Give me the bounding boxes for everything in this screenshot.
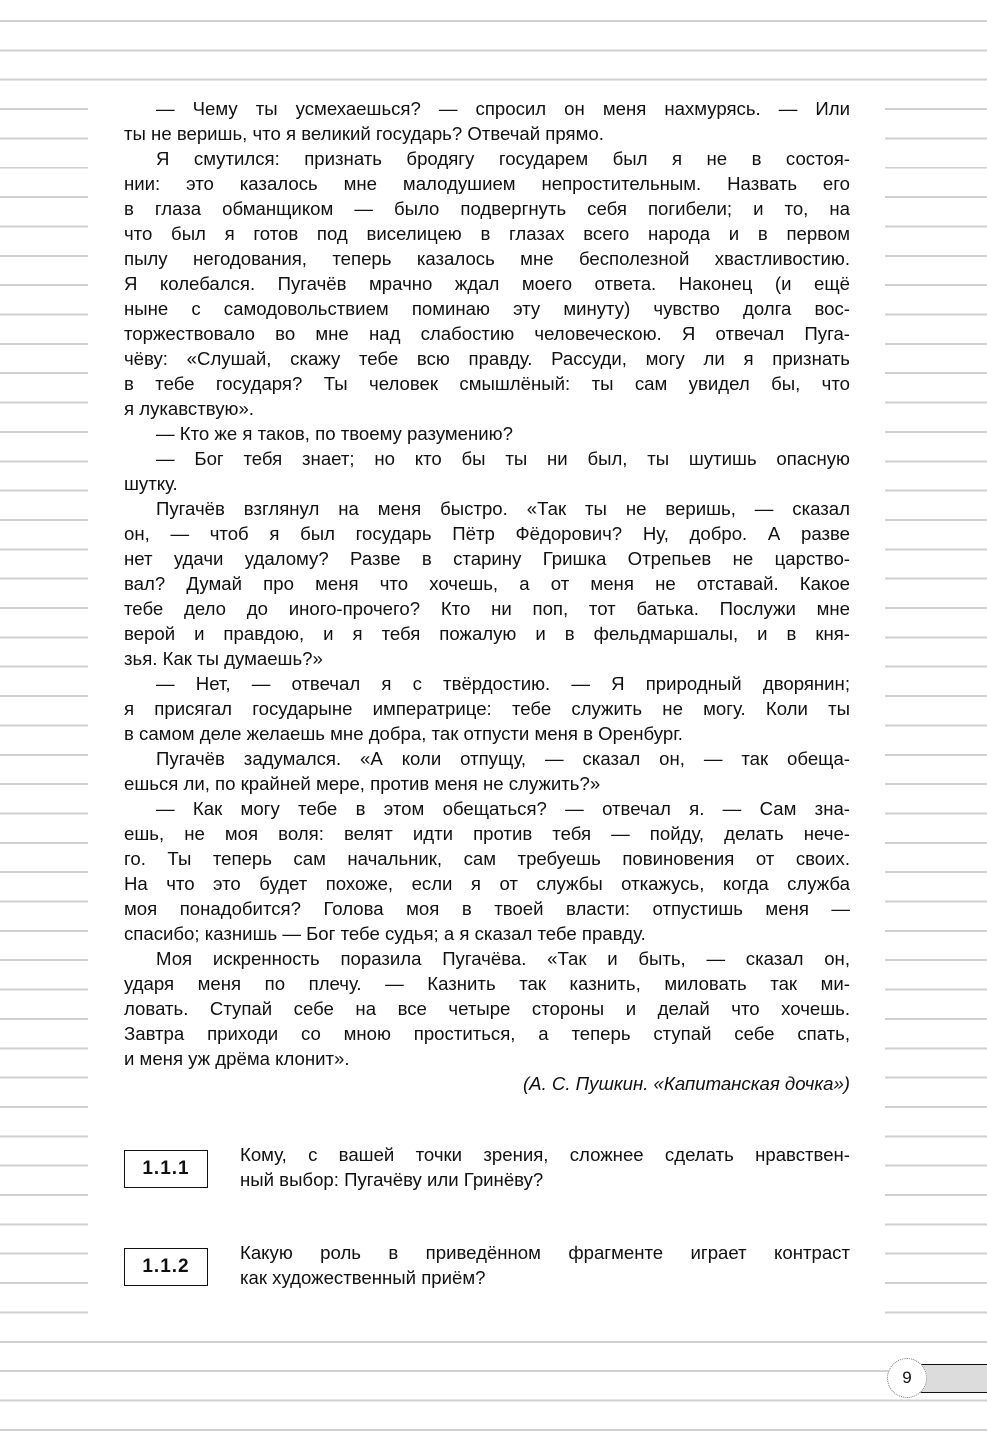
passage-line: зья. Как ты думаешь?» — [124, 648, 323, 669]
question-line: Кому, с вашей точки зрения, сложнее сделать нравствен- — [240, 1144, 850, 1165]
passage-line: что был я готов под виселицею в глазах всего народа и в первом — [124, 223, 850, 244]
passage-line: чёву: «Слушай, скажу тебе всю правду. Рассуди, могу ли я признать — [124, 348, 850, 369]
passage-line: Пугачёв взглянул на меня быстро. «Так ты не веришь, — сказал — [156, 498, 850, 519]
passage-line: в тебе государя? Ты человек смышлёный: ты сам увидел бы, что — [124, 373, 850, 394]
passage-line: ешь, не моя воля: велят идти против тебя — пойду, делать нече- — [124, 823, 850, 844]
question-number-box: 1.1.2 — [124, 1248, 208, 1286]
passage-line: в глаза обманщиком — было подвергнуть себя погибели; и то, на — [124, 198, 850, 219]
question-text — [240, 1142, 850, 1192]
passage-line: ты не веришь, что я великий государь? Отвечай прямо. — [124, 123, 604, 144]
passage-line: ешься ли, по крайней мере, против меня не служить?» — [124, 773, 601, 794]
passage-line: Моя искренность поразила Пугачёва. «Так и быть, — сказал он, — [156, 948, 850, 969]
passage-line: нии: это казалось мне малодушием непростительным. Назвать его — [124, 173, 850, 194]
passage-line: пылу негодования, теперь казалось мне бесполезной хвастливостию. — [124, 248, 850, 269]
passage-line: верой и правдою, и я тебя пожалую и в фельдмаршалы, и в кня- — [124, 623, 850, 644]
passage-line: он, — чтоб я был государь Пётр Фёдорович? Ну, добро. А разве — [124, 523, 850, 544]
passage-line: торжествовало во мне над слабостию человеческою. Я отвечал Пуга- — [124, 323, 850, 344]
passage-line: На что это будет похоже, если я от службы откажусь, когда служба — [124, 873, 850, 894]
passage-line: в самом деле желаешь мне добра, так отпусти меня в Оренбург. — [124, 723, 683, 744]
passage-line: Пугачёв задумался. «А коли отпущу, — сказал он, — так обеща- — [156, 748, 850, 769]
passage-line: ныне с самодовольствием поминаю эту минуту) чувство долга вос- — [124, 298, 850, 319]
passage-line: ловать. Ступай себе на все четыре стороны и делай что хочешь. — [124, 998, 850, 1019]
passage-line: шутку. — [124, 473, 178, 494]
passage-line: — Бог тебя знает; но кто бы ты ни был, ты шутишь опасную — [156, 448, 850, 469]
question-number-box: 1.1.1 — [124, 1150, 208, 1188]
passage-line: — Как могу тебе в этом обещаться? — отвечал я. — Сам зна- — [156, 798, 850, 819]
passage-line: нет удачи удалому? Разве в старину Гришка Отрепьев не царство- — [124, 548, 850, 569]
passage-line: тебе дело до иного-прочего? Кто ни поп, тот батька. Послужи мне — [124, 598, 850, 619]
question-line: как художественный приём? — [240, 1267, 486, 1288]
passage-line: вал? Думай про меня что хочешь, а от меня не отставай. Какое — [124, 573, 850, 594]
passage-line: ударя меня по плечу. — Казнить так казнить, миловать так ми- — [124, 973, 850, 994]
literary-passage — [124, 96, 850, 1096]
page-number: 9 — [887, 1358, 927, 1398]
passage-line: моя понадобится? Голова моя в твоей власти: отпустишь меня — — [124, 898, 850, 919]
passage-line: Завтра приходи со мною проститься, а теперь ступай себе спать, — [124, 1023, 850, 1044]
passage-line: я лукавствую». — [124, 398, 254, 419]
question-line: Какую роль в приведённом фрагменте играет контраст — [240, 1242, 850, 1263]
passage-line: — Чему ты усмехаешься? — спросил он меня нахмурясь. — Или — [156, 98, 850, 119]
passage-line: Я смутился: признать бродягу государем был я не в состоя- — [156, 148, 850, 169]
source-citation: (А. С. Пушкин. «Капитанская дочка») — [522, 1073, 850, 1094]
passage-line: — Кто же я таков, по твоему разумению? — [156, 423, 513, 444]
passage-line: и меня уж дрёма клонит». — [124, 1048, 350, 1069]
passage-line: спасибо; казнишь — Бог тебе судья; а я сказал тебе правду. — [124, 923, 646, 944]
question-line: ный выбор: Пугачёву или Гринёву? — [240, 1169, 544, 1190]
question-text — [240, 1240, 850, 1290]
passage-line: я присягал государыне императрице: тебе служить не могу. Коли ты — [124, 698, 850, 719]
passage-line: го. Ты теперь сам начальник, сам требуешь повиновения от своих. — [124, 848, 850, 869]
passage-line: Я колебался. Пугачёв мрачно ждал моего ответа. Наконец (и ещё — [124, 273, 850, 294]
page-number-tab — [918, 1364, 987, 1393]
passage-line: — Нет, — отвечал я с твёрдостию. — Я природный дворянин; — [156, 673, 850, 694]
